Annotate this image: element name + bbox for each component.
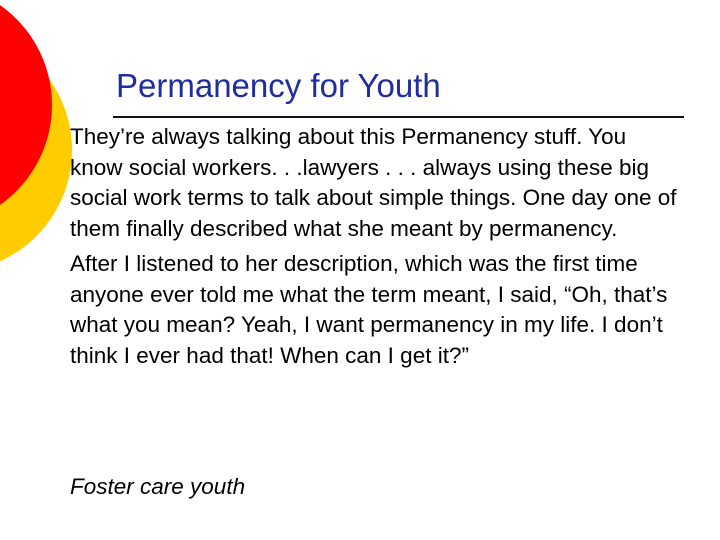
quote-attribution: Foster care youth [70, 474, 246, 499]
title-underline [113, 116, 684, 118]
quote-paragraph-2: After I listened to her description, which was the first time anyone ever told me what the term meant, I said, “Oh, that’s what you mean? Yeah, I want permanency in my life. I don’t think I ever had that! When can I get it?” [70, 251, 668, 368]
quote-paragraph-1: They’re always talking about this Permanency stuff. You know social workers. . .lawyers . . . always using these big social work terms to talk about simple things. One day one of them finally described what she meant by permanency. [70, 124, 677, 241]
slide-title: Permanency for Youth [116, 67, 441, 104]
slide-body [70, 122, 690, 371]
